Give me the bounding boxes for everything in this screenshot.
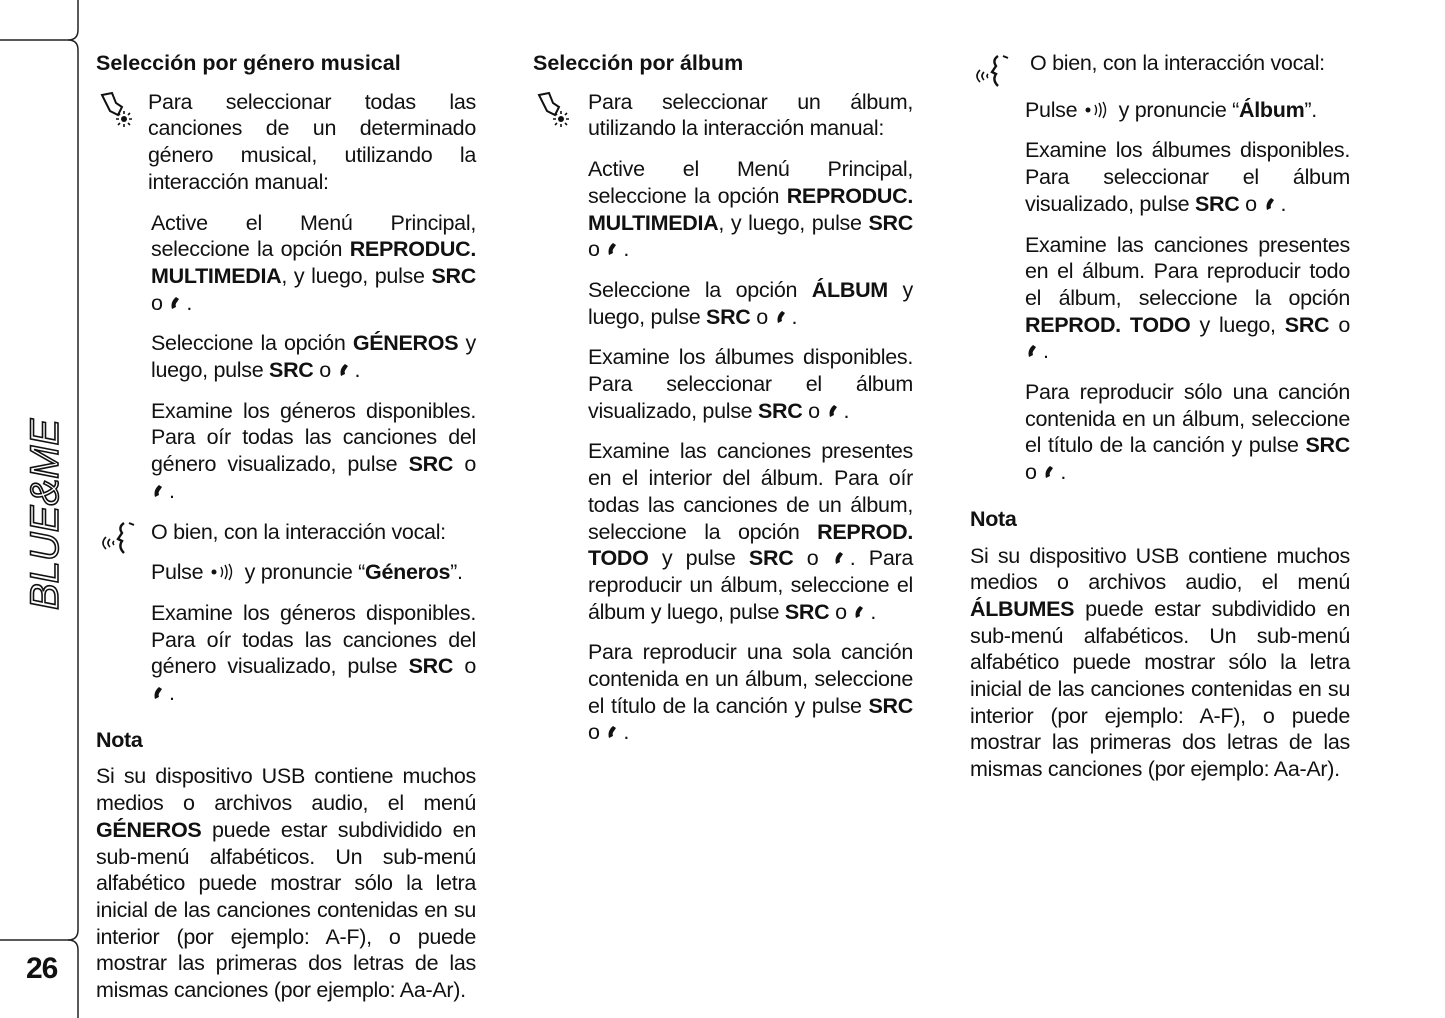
step-text: Seleccione la opción ÁLBUM y luego, pulse SRC o .	[588, 277, 914, 329]
phone-handset-icon	[168, 294, 186, 312]
column-genre	[96, 50, 476, 1018]
phone-handset-icon	[605, 723, 623, 741]
column-album	[533, 50, 913, 760]
step-text: Examine los géneros disponibles. Para oír todas las canciones del género visualizado, pulse SRC o .	[151, 398, 476, 503]
voice-speaking-icon	[96, 517, 140, 561]
step-text: Seleccione la opción GÉNEROS y luego, pulse SRC o .	[151, 331, 476, 383]
voice-button-icon	[209, 563, 239, 581]
phone-handset-icon	[151, 684, 169, 702]
note-text: Si su dispositivo USB contiene muchos medios o archivos audio, el menú GÉNEROS puede estar subdividido en sub-menú alfabéticos. Un sub-menú alfabético puede mostrar sólo la letra inicial de las canciones contenidas en su interior (por ejemplo: A-F), o puede mostrar las primeras dos letras de las mismas canciones (por ejemplo: Aa-Ar).	[96, 764, 476, 1003]
phone-handset-icon	[774, 308, 792, 326]
step-text: Para reproducir una sola canción contenida en un álbum, seleccione el título de la canción y pulse SRC o .	[588, 640, 913, 745]
voice-step-text: Examine los álbumes disponibles. Para seleccionar el álbum visualizado, pulse SRC o .	[1025, 138, 1350, 216]
hand-pointer-icon	[533, 89, 577, 133]
step-text: Active el Menú Principal, seleccione la opción REPRODUC. MULTIMEDIA, y luego, pulse SRC o .	[151, 210, 476, 315]
voice-intro-text: O bien, con la interacción vocal:	[151, 519, 446, 544]
phone-handset-icon	[605, 240, 623, 258]
phone-handset-icon	[1025, 342, 1043, 360]
section-heading-genre: Selección por género musical	[96, 51, 401, 75]
step-text: Active el Menú Principal, seleccione la opción REPRODUC. MULTIMEDIA, y luego, pulse SRC o .	[588, 157, 913, 262]
voice-step-text: Pulse y pronuncie “Álbum”.	[1025, 97, 1317, 122]
step-text: Examine las canciones presentes en el interior del álbum. Para oír todas las canciones de un álbum, seleccione la opción REPROD. TODO y pulse SRC o . Para reproducir un álbum, seleccione el álbum y luego, pulse SRC o .	[588, 439, 913, 624]
intro-text: Para seleccionar todas las canciones de un determinado género musical, utilizando la interacción manual:	[148, 89, 476, 194]
phone-handset-icon	[337, 361, 355, 379]
voice-step-text: Examine los géneros disponibles. Para oír todas las canciones del género visualizado, pulse SRC o .	[151, 600, 476, 706]
step-text: Examine los álbumes disponibles. Para seleccionar el álbum visualizado, pulse SRC o .	[588, 345, 913, 423]
voice-step-text: Pulse y pronuncie “Géneros”.	[151, 560, 463, 585]
intro-text: Para seleccionar un álbum, utilizando la interacción manual:	[588, 89, 913, 141]
voice-step-text: Para reproducir sólo una canción contenida en un álbum, seleccione el título de la canción y pulse SRC o .	[1025, 380, 1350, 485]
note-heading: Nota	[970, 506, 1017, 531]
phone-handset-icon	[826, 402, 844, 420]
note-heading: Nota	[96, 727, 143, 752]
page-number: 26	[26, 952, 58, 985]
voice-intro-text: O bien, con la interacción vocal:	[1030, 51, 1325, 75]
voice-button-icon	[1083, 101, 1113, 119]
hand-pointer-icon	[96, 89, 140, 133]
phone-handset-icon	[1263, 195, 1281, 213]
column-album-voice	[970, 50, 1350, 797]
phone-handset-icon	[1042, 463, 1060, 481]
phone-handset-icon	[852, 603, 870, 621]
phone-handset-icon	[151, 482, 169, 500]
note-text: Si su dispositivo USB contiene muchos medios o archivos audio, el menú ÁLBUMES puede estar subdividido en sub-menú alfabéticos. Un sub-menú alfabético puede mostrar sólo la letra inicial de las canciones contenidas en su interior (por ejemplo: A-F), o puede mostrar las primeras dos letras de las mismas canciones (por ejemplo: Aa-Ar).	[970, 543, 1350, 782]
section-heading-album: Selección por álbum	[533, 51, 744, 75]
svg-text:BLUE&ME: BLUE&ME	[23, 418, 67, 610]
phone-handset-icon	[832, 549, 850, 567]
brand-logo	[6, 370, 76, 620]
voice-speaking-icon	[970, 50, 1014, 94]
voice-step-text: Examine las canciones presentes en el álbum. Para reproducir todo el álbum, seleccione la opción REPROD. TODO y luego, SRC o .	[1025, 232, 1350, 364]
